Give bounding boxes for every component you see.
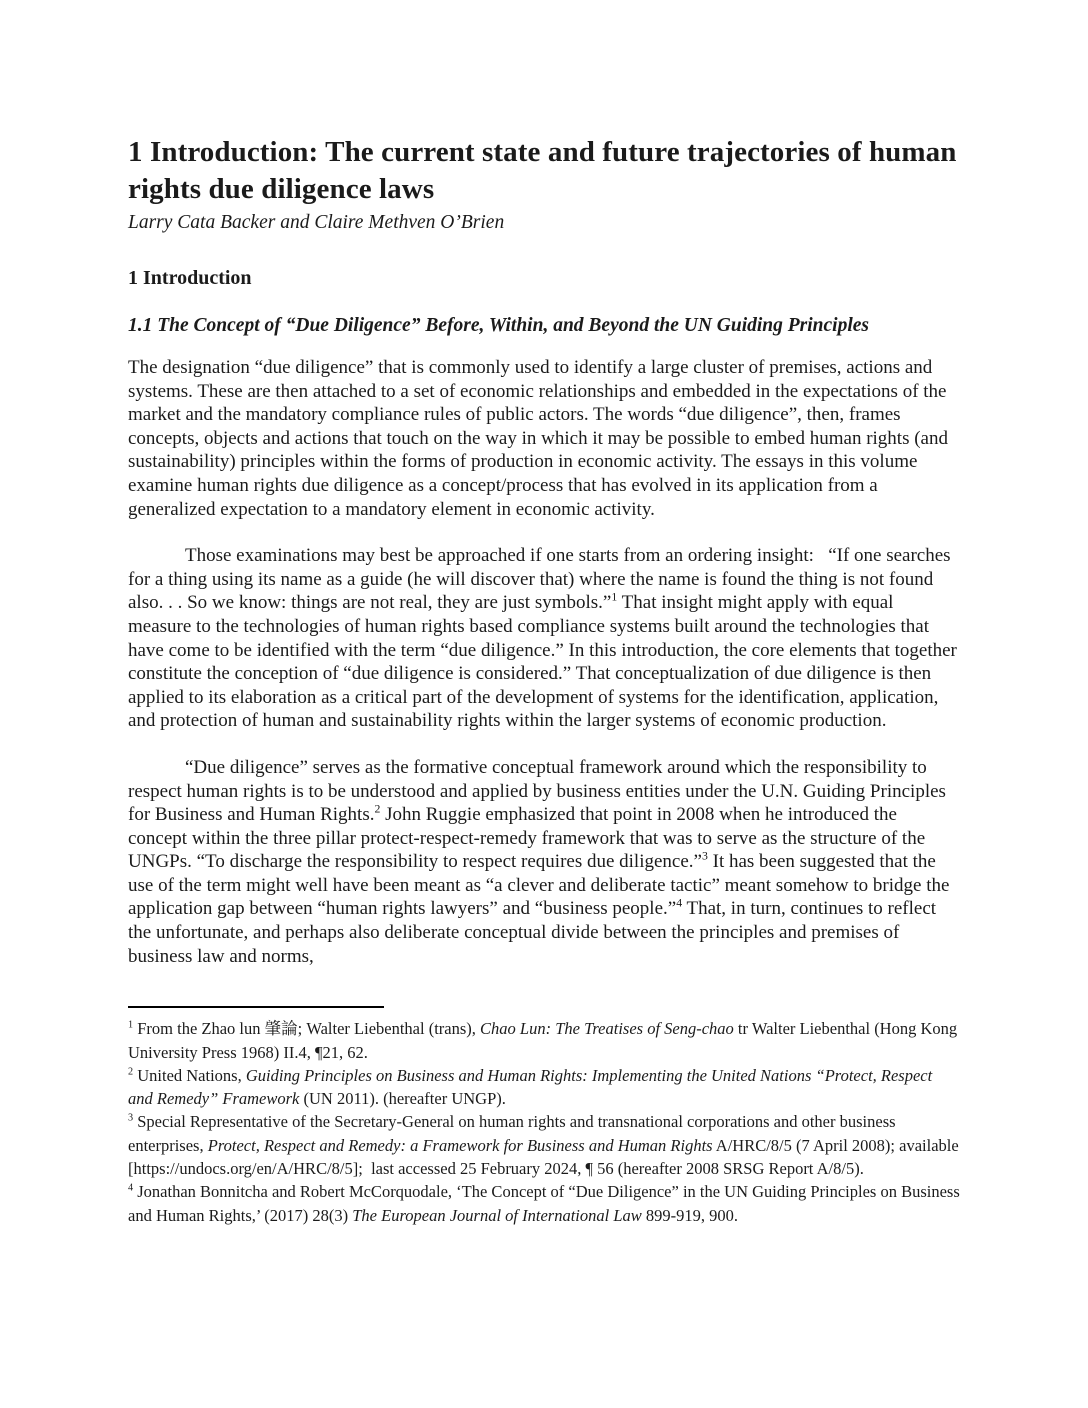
footnotes-section: [128, 1017, 960, 1227]
footnote-2: $^2$ United Nations, Guiding Principles on Business and Human Rights: Implementing the United Nations “Protect, Respect and Remedy” Framework (UN 2011). (hereafter UNGP).: [128, 1065, 933, 1109]
section-heading-introduction: 1 Introduction: [128, 267, 252, 289]
body-paragraph-2: Those examinations may best be approached if one starts from an ordering insight: “If one searches for a thing using its name as a guide (he will discover that) where the name is found the thing is not found also. . . So we know: things are not real, they are just symbols.”$^1$ That insight might apply with equal measure to the technologies of human rights based compliance systems built around the technologies that have come to be identified with the term “due diligence.” In this introduction, the core elements that together constitute the conception of “due diligence is considered.” That conceptualization of due diligence is then applied to its elaboration as a critical part of the development of systems for the identification, application, and protection of human and sustainability rights within the larger systems of economic production.: [128, 545, 957, 732]
body-paragraph-1: The designation “due diligence” that is commonly used to identify a large cluster of premises, actions and systems. These are then attached to a set of economic relationships and embedded in the expectations of the market and the mandatory compliance rules of public actors. The words “due diligence”, then, frames concepts, objects and actions that touch on the way in which it may be possible to embed human rights (and sustainability) principles within the forms of production in economic activity. The essays in this volume examine human rights due diligence as a concept/process that has evolved in its application from a generalized expectation to a mandatory element in economic activity.: [128, 357, 948, 520]
subsection-heading-1-1: 1.1 The Concept of “Due Diligence” Before, Within, and Beyond the UN Guiding Principles: [128, 315, 870, 336]
footnote-1: $^1$ From the Zhao lun 肇論; Walter Liebenthal (trans), Chao Lun: The Treatises of Seng-chao tr Walter Liebenthal (Hong Kong University Press 1968) II.4, ¶21, 62.: [128, 1019, 958, 1062]
body-paragraph-3: “Due diligence” serves as the formative conceptual framework around which the responsibility to respect human rights is to be understood and applied by business entities under the U.N. Guiding Principles for Business and Human Rights.$^2$ John Ruggie emphasized that point in 2008 when he introduced the concept within the three pillar protect-respect-remedy framework that was to serve as the structure of the UNGPs. “To discharge the responsibility to respect requires due diligence.”$^3$ It has been suggested that the use of the term might well have been meant as “a clever and deliberate tactic” meant somehow to bridge the application gap between “human rights lawyers” and “business people.”$^4$ That, in turn, continues to reflect the unfortunate, and perhaps also deliberate conceptual divide between the principles and premises of business law and norms,: [128, 756, 950, 967]
authors-line: Larry Cata Backer and Claire Methven O’Brien: [128, 212, 505, 233]
footnote-separator-rule: [128, 1006, 384, 1008]
footnote-4: $^4$ Jonathan Bonnitcha and Robert McCorquodale, ‘The Concept of “Due Diligence” in the UN Guiding Principles on Business and Human Rights,’ (2017) 28(3) The European Journal of International Law 899-919, 900.: [128, 1182, 960, 1225]
footnote-3: $^3$ Special Representative of the Secretary-General on human rights and transnational corporations and other business enterprises, Protect, Respect and Remedy: a Framework for Business and Human Rights A/HRC/8/5 (7 April 2008); available [https://undocs.org/en/A/HRC/8/5]; last accessed 25 February 2024, ¶ 56 (hereafter 2008 SRSG Report A/8/5).: [128, 1112, 959, 1179]
page-title: 1 Introduction: The current state and future trajectories of human rights due diligence laws: [128, 136, 957, 205]
